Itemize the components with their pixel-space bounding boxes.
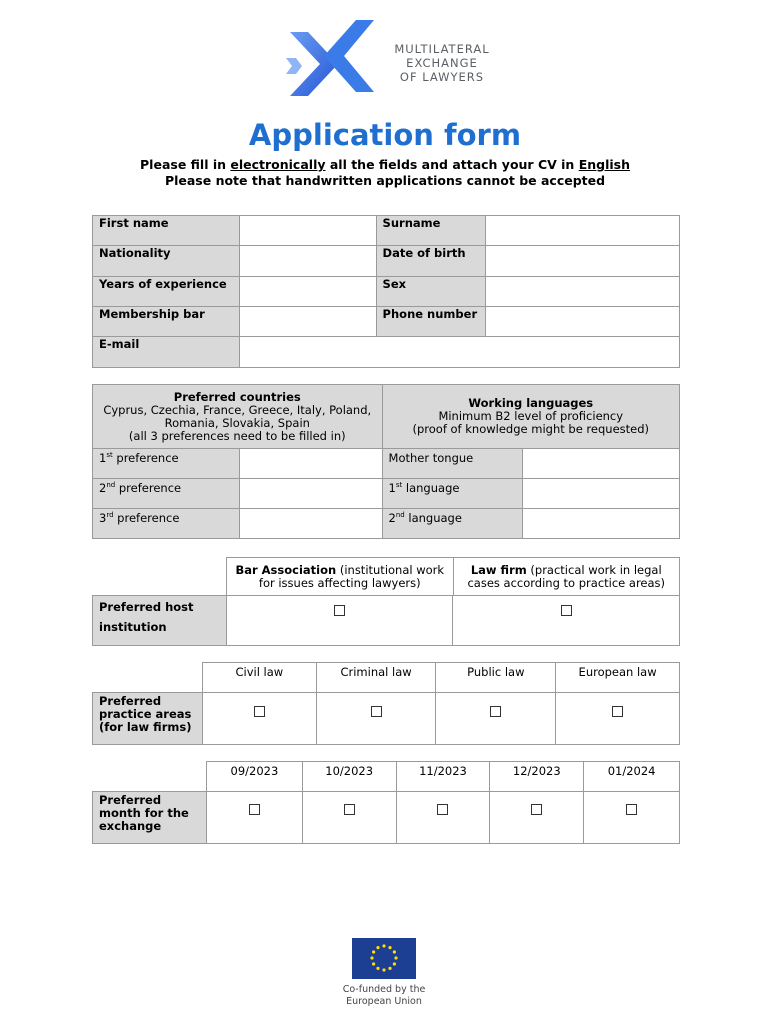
preferred-countries-title: Preferred countries <box>173 389 301 404</box>
public-law-header: Public law <box>436 663 556 693</box>
practice-areas-header <box>202 662 680 693</box>
preferred-host-line-2: institution <box>99 620 167 634</box>
law-firm-header <box>453 558 679 596</box>
bar-association-desc: (institutional work for issues affecting lawyers) <box>258 562 445 590</box>
working-languages-title: Working languages <box>468 396 594 410</box>
second-preference-label <box>93 479 240 509</box>
sex-field[interactable] <box>486 277 680 307</box>
law-firm-cell <box>453 596 680 646</box>
months-header <box>206 761 680 792</box>
bar-association-title: Bar Association <box>235 562 337 577</box>
instruction-line-1 <box>0 157 770 172</box>
instruction-english: English <box>578 157 630 172</box>
years-of-experience-label: Years of experience <box>93 277 240 307</box>
logo-text <box>382 42 502 84</box>
civil-law-cell <box>202 693 316 745</box>
preferred-countries-line-3: (all 3 preferences need to be filled in) <box>128 428 346 443</box>
first-preference-label <box>93 449 240 479</box>
practice-areas-table <box>92 692 680 745</box>
criminal-law-header: Criminal law <box>316 663 436 693</box>
first-language-num: 1 <box>388 481 396 495</box>
nationality-field[interactable] <box>239 246 376 277</box>
preferred-month-line-3: exchange <box>99 819 162 833</box>
third-preference-num: 3 <box>99 511 107 525</box>
bar-association-header <box>227 558 454 596</box>
eu-caption <box>330 984 438 1008</box>
preferred-countries-line-1: Cyprus, Czechia, France, Greece, Italy, Poland, <box>103 402 372 417</box>
date-of-birth-field[interactable] <box>486 246 680 277</box>
second-preference-sup: nd <box>106 481 116 490</box>
second-language-sup: nd <box>395 511 405 520</box>
month-12-2023-cell <box>490 792 584 844</box>
practice-areas-line-3: (for law firms) <box>99 720 192 734</box>
month-11-2023-header: 11/2023 <box>396 762 490 792</box>
month-10-2023-header: 10/2023 <box>302 762 396 792</box>
criminal-law-checkbox[interactable] <box>371 706 382 717</box>
membership-bar-label: Membership bar <box>93 307 240 337</box>
month-09-2023-checkbox[interactable] <box>249 804 260 815</box>
instruction-pre: Please fill in <box>140 157 231 172</box>
bar-association-cell <box>226 596 453 646</box>
working-languages-line-2: (proof of knowledge might be requested) <box>412 422 650 436</box>
first-preference-num: 1 <box>99 451 107 465</box>
preferred-month-label <box>93 792 207 844</box>
logo-line-1: MULTILATERAL <box>394 42 490 56</box>
phone-number-field[interactable] <box>486 307 680 337</box>
practice-areas-line-1: Preferred <box>99 694 162 708</box>
mother-tongue-field[interactable] <box>523 449 680 479</box>
membership-bar-field[interactable] <box>239 307 376 337</box>
phone-number-label: Phone number <box>376 307 486 337</box>
practice-areas-line-2: practice areas <box>99 707 192 721</box>
sex-label: Sex <box>376 277 486 307</box>
second-preference-num: 2 <box>99 481 107 495</box>
month-01-2024-checkbox[interactable] <box>626 804 637 815</box>
first-preference-sup: st <box>106 451 113 460</box>
civil-law-header: Civil law <box>203 663 317 693</box>
law-firm-checkbox[interactable] <box>561 605 572 616</box>
first-language-field[interactable] <box>523 479 680 509</box>
email-label: E-mail <box>93 337 240 368</box>
working-languages-header <box>382 385 679 449</box>
third-preference-field[interactable] <box>239 509 382 539</box>
surname-label: Surname <box>376 216 486 246</box>
months-table <box>92 791 680 844</box>
first-preference-text: preference <box>112 451 179 465</box>
first-name-label: First name <box>93 216 240 246</box>
preferred-host-line-1: Preferred host <box>99 600 194 614</box>
nationality-label: Nationality <box>93 246 240 277</box>
european-law-checkbox[interactable] <box>612 706 623 717</box>
second-language-field[interactable] <box>523 509 680 539</box>
second-language-num: 2 <box>388 511 396 525</box>
years-of-experience-field[interactable] <box>239 277 376 307</box>
eu-stars-icon <box>352 938 416 979</box>
second-preference-field[interactable] <box>239 479 382 509</box>
second-language-text: language <box>404 511 462 525</box>
preferred-month-line-1: Preferred <box>99 793 162 807</box>
preferences-table <box>92 384 680 539</box>
preferred-countries-line-2: Romania, Slovakia, Spain <box>164 415 310 430</box>
month-09-2023-cell <box>206 792 302 844</box>
logo-line-2: EXCHANGE <box>406 56 478 70</box>
month-12-2023-header: 12/2023 <box>490 762 584 792</box>
instruction-line-2: Please note that handwritten applications cannot be accepted <box>164 173 606 188</box>
european-law-header: European law <box>556 663 680 693</box>
preferred-countries-header <box>93 385 383 449</box>
third-preference-sup: rd <box>106 511 114 520</box>
bar-association-checkbox[interactable] <box>334 605 345 616</box>
month-10-2023-cell <box>302 792 396 844</box>
law-firm-title: Law firm <box>470 562 527 577</box>
instruction-electronically: electronically <box>230 157 326 172</box>
month-09-2023-header: 09/2023 <box>207 762 303 792</box>
public-law-checkbox[interactable] <box>490 706 501 717</box>
european-law-cell <box>556 693 680 745</box>
instruction-mid: all the fields and attach your CV in <box>325 157 579 172</box>
first-preference-field[interactable] <box>239 449 382 479</box>
surname-field[interactable] <box>486 216 680 246</box>
month-11-2023-cell <box>396 792 490 844</box>
preferred-month-line-2: month for the <box>99 806 189 820</box>
eu-caption-line-1: Co-funded by the <box>342 984 426 995</box>
eu-flag-icon <box>352 938 416 979</box>
first-name-field[interactable] <box>239 216 376 246</box>
month-11-2023-checkbox[interactable] <box>437 804 448 815</box>
host-institution-header <box>226 557 680 596</box>
second-preference-text: preference <box>115 481 182 495</box>
month-12-2023-checkbox[interactable] <box>531 804 542 815</box>
law-firm-desc: (practical work in legal cases according to practice areas) <box>467 562 666 590</box>
personal-info-table <box>92 215 680 368</box>
eu-caption-line-2: European Union <box>346 996 422 1007</box>
third-preference-text: preference <box>113 511 180 525</box>
logo-line-3: OF LAWYERS <box>399 70 485 84</box>
third-preference-label <box>93 509 240 539</box>
month-01-2024-header: 01/2024 <box>584 762 680 792</box>
host-institution-table <box>92 595 680 646</box>
working-languages-line-1: Minimum B2 level of proficiency <box>438 409 624 423</box>
month-01-2024-cell <box>584 792 680 844</box>
exchange-logo-icon <box>282 16 382 102</box>
month-10-2023-checkbox[interactable] <box>344 804 355 815</box>
second-language-label <box>382 509 523 539</box>
preferred-host-label <box>93 596 227 646</box>
email-field[interactable] <box>239 337 679 368</box>
page-title: Application form <box>248 118 522 152</box>
first-language-text: language <box>402 481 460 495</box>
mother-tongue-label: Mother tongue <box>382 449 523 479</box>
first-language-label <box>382 479 523 509</box>
criminal-law-cell <box>316 693 436 745</box>
first-language-sup: st <box>395 481 403 490</box>
civil-law-checkbox[interactable] <box>254 706 265 717</box>
practice-areas-label <box>93 693 203 745</box>
public-law-cell <box>436 693 556 745</box>
organization-logo <box>282 16 502 102</box>
date-of-birth-label: Date of birth <box>376 246 486 277</box>
